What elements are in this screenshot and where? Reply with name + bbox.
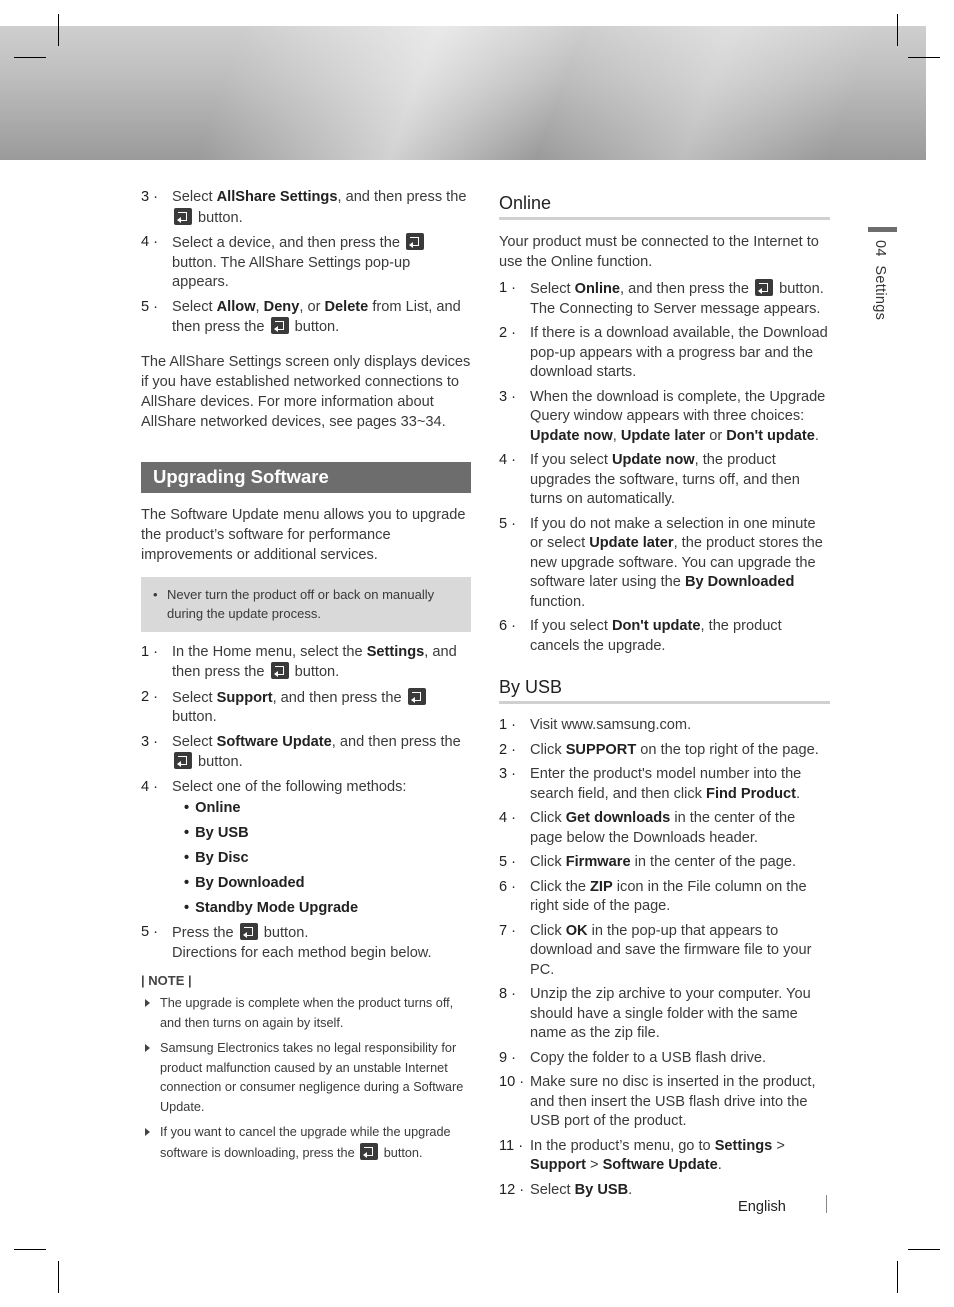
method-label: By USB [195, 825, 249, 841]
bold-term: Update now [611, 452, 695, 468]
step-text: Click Firmware in the center of the page. [530, 854, 797, 870]
bold-term: Support [530, 1157, 586, 1173]
step-text: Copy the folder to a USB flash drive. [530, 1049, 767, 1066]
step-item [141, 298, 471, 338]
enter-button-icon [271, 662, 289, 679]
step-number: 2 · [141, 688, 159, 705]
step-text: Press the button. Directions for each method begin below. [172, 925, 432, 961]
method-list [141, 796, 471, 921]
step-item [141, 688, 471, 728]
bold-term: Update later [589, 535, 674, 551]
step-item [499, 765, 830, 804]
step-item [141, 188, 471, 228]
bold-term: Allow [216, 298, 256, 315]
upgrade-steps [141, 643, 471, 798]
step-number: 5 · [141, 924, 159, 940]
upgrade-step-5 [141, 923, 471, 963]
header-banner [0, 26, 926, 160]
bold-term: Firmware [565, 854, 631, 870]
note-item [141, 1123, 471, 1163]
step-item [141, 643, 471, 683]
method-item [172, 871, 471, 896]
triangle-bullet-icon [145, 1044, 150, 1052]
step-number: 1 · [141, 643, 159, 660]
bold-term: Support [216, 689, 273, 706]
step-number: 4 · [499, 810, 517, 826]
step-number: 1 · [499, 717, 517, 733]
bullet-icon: • [153, 586, 158, 602]
method-label: Online [195, 800, 241, 816]
bold-term: Find Product [706, 785, 797, 802]
crop-mark [14, 57, 46, 58]
step-text: Select one of the following methods: [172, 778, 407, 795]
step-item [499, 324, 830, 383]
enter-button-icon [174, 208, 192, 225]
triangle-bullet-icon [145, 999, 150, 1007]
bold-term: Software Update [602, 1157, 718, 1173]
enter-button-icon [360, 1143, 378, 1160]
bold-term: Delete [324, 298, 369, 315]
step-text: In the Home menu, select the Settings, and then press the button. [172, 643, 457, 680]
step-text: Unzip the zip archive to your computer. You should have a single folder with the same name as the zip file. [530, 986, 811, 1041]
bold-term: Online [574, 281, 621, 297]
step-number: 6 · [499, 878, 517, 895]
step-text: Select AllShare Settings, and then press the button. [172, 189, 467, 226]
crop-mark [908, 1249, 940, 1250]
step-text: If you select Don't update, the product cancels the upgrade. [530, 618, 782, 654]
step-number: 2 · [499, 741, 517, 758]
crop-mark [897, 14, 898, 46]
step-item [141, 923, 471, 963]
step-text: Click Get downloads in the center of the page below the Downloads header. [530, 810, 796, 846]
bullet-icon: • [184, 825, 190, 841]
bold-term: Don't update [611, 618, 701, 634]
step-item [499, 809, 830, 848]
bold-term: Settings [714, 1137, 773, 1154]
usb-steps [499, 716, 830, 1200]
note-heading: | NOTE | [141, 973, 192, 988]
step-text: If you select Update now, the product upgrades the software, turns off, and then turns on automatically. [530, 452, 800, 507]
bold-term: Software Update [216, 733, 332, 750]
step-text: Visit www.samsung.com. [530, 717, 692, 733]
enter-button-icon [240, 923, 258, 940]
bold-term: By USB [574, 1181, 629, 1198]
bullet-icon: • [184, 875, 190, 891]
note-item [141, 1039, 471, 1117]
bold-term: ZIP [590, 878, 613, 895]
step-number: 9 · [499, 1049, 517, 1066]
enter-button-icon [408, 688, 426, 705]
step-number: 8 · [499, 986, 517, 1002]
step-text: When the download is complete, the Upgrade Query window appears with three choices: Update now, Update later or Don't update. [530, 388, 826, 444]
step-number: 3 · [499, 766, 517, 782]
online-steps [499, 279, 830, 656]
chapter-title: Settings [872, 265, 888, 321]
bullet-icon: • [184, 900, 190, 916]
note-list [141, 994, 471, 1163]
step-item [499, 388, 830, 447]
method-label: Standby Mode Upgrade [195, 900, 359, 916]
right-column [499, 193, 830, 1205]
step-number: 5 · [141, 298, 159, 315]
chapter-tab [872, 240, 888, 320]
note-item [141, 994, 471, 1033]
step-item [499, 1049, 830, 1069]
bold-term: Don't update [726, 427, 815, 444]
caution-box [141, 577, 471, 632]
online-heading: Online [499, 193, 830, 220]
method-item [172, 821, 471, 846]
step-number: 3 · [141, 733, 159, 750]
step-number: 3 · [499, 388, 517, 405]
bold-term: SUPPORT [565, 741, 637, 758]
crop-mark [897, 1261, 898, 1293]
step-item [141, 778, 471, 798]
step-text: Click the ZIP icon in the File column on the right side of the page. [530, 878, 807, 914]
step-text: Enter the product's model number into the search field, and then click Find Product. [530, 766, 802, 802]
crop-mark [908, 57, 940, 58]
allshare-note: The AllShare Settings screen only displays devices if you have established networked connections to AllShare devices. For more information about AllShare networked devices, see pages 33~34. [141, 353, 471, 430]
chapter-number: 04 [872, 240, 888, 257]
step-item [499, 922, 830, 981]
bold-term: Get downloads [565, 810, 671, 826]
step-number: 10 · [499, 1074, 525, 1090]
step-item [499, 451, 830, 510]
method-label: By Downloaded [195, 875, 305, 891]
method-item [172, 846, 471, 871]
note-text: Samsung Electronics takes no legal responsibility for product malfunction caused by an unstable Internet connection or consumer negligence during a Software Update. [160, 1041, 464, 1114]
caution-text: Never turn the product off or back on manually during the update process. [167, 586, 435, 621]
step-item [499, 878, 830, 917]
step-text: Make sure no disc is inserted in the product, and then insert the USB flash drive into the USB port of the product. [530, 1074, 816, 1129]
step-item [499, 716, 830, 736]
step-item [499, 853, 830, 873]
step-number: 3 · [141, 189, 159, 205]
step-item [499, 1073, 830, 1132]
triangle-bullet-icon [145, 1128, 150, 1136]
footer-divider [826, 1195, 827, 1213]
step-number: 4 · [141, 234, 159, 250]
step-text: Select Allow, Deny, or Delete from List, and then press the button. [172, 298, 461, 335]
method-item [172, 796, 471, 821]
note-text: If you want to cancel the upgrade while the upgrade software is downloading, press the button. [160, 1125, 451, 1160]
bold-term: By Downloaded [684, 574, 795, 590]
step-text: If there is a download available, the Download pop-up appears with a progress bar and the download starts. [530, 325, 828, 380]
step-item [499, 617, 830, 656]
step-item [499, 515, 830, 613]
step-text: Select Online, and then press the button. The Connecting to Server message appears. [530, 281, 824, 317]
step-number: 2 · [499, 325, 517, 341]
enter-button-icon [406, 233, 424, 250]
method-item [172, 896, 471, 921]
note-text: The upgrade is complete when the product turns off, and then turns on again by itself. [160, 996, 454, 1030]
step-number: 4 · [141, 778, 159, 795]
step-item [499, 1137, 830, 1176]
bold-term: AllShare Settings [216, 189, 338, 205]
online-intro: Your product must be connected to the Internet to use the Online function. [499, 234, 819, 270]
crop-mark [58, 1261, 59, 1293]
step-item [499, 985, 830, 1044]
step-number: 7 · [499, 922, 517, 939]
step-number: 4 · [499, 452, 517, 468]
step-item [499, 279, 830, 319]
enter-button-icon [755, 279, 773, 296]
step-text: Click OK in the pop-up that appears to download and save the firmware file to your PC. [530, 922, 812, 978]
step-item [499, 1181, 830, 1201]
step-item [499, 741, 830, 761]
step-number: 5 · [499, 854, 517, 870]
step-text: In the product’s menu, go to Settings > Support > Software Update. [530, 1137, 785, 1173]
step-text: Click SUPPORT on the top right of the page. [530, 741, 819, 758]
crop-mark [58, 14, 59, 46]
step-number: 6 · [499, 618, 517, 634]
step-text: Select Software Update, and then press the button. [172, 733, 461, 770]
section-title: Upgrading Software [141, 462, 471, 493]
step-text: Select By USB. [530, 1181, 633, 1198]
bold-term: Deny [263, 298, 300, 315]
step-text: Select a device, and then press the button. The AllShare Settings pop-up appears. [172, 233, 471, 293]
crop-mark [14, 1249, 46, 1250]
step-text: If you do not make a selection in one minute or select Update later, the product stores the new upgrade software. You can upgrade the software later using the By Downloaded function. [530, 515, 823, 610]
step-item [141, 733, 471, 773]
footer-language: English [738, 1199, 786, 1215]
chapter-tab-bar [868, 227, 897, 232]
bold-term: Settings [366, 643, 425, 660]
bold-term: Update now [530, 427, 613, 444]
step-number: 5 · [499, 515, 517, 532]
step-number: 11 · [499, 1137, 524, 1154]
step-number: 1 · [499, 280, 517, 296]
step-number: 12 · [499, 1181, 525, 1198]
enter-button-icon [174, 752, 192, 769]
usb-heading: By USB [499, 677, 830, 704]
left-column [141, 188, 471, 1169]
bullet-icon: • [184, 850, 190, 866]
bold-term: Update later [620, 427, 706, 444]
enter-button-icon [271, 317, 289, 334]
step-item [141, 233, 471, 293]
bold-term: OK [565, 922, 588, 939]
section-intro: The Software Update menu allows you to upgrade the product’s software for performance improvements or additional services. [141, 506, 466, 563]
allshare-steps [141, 188, 471, 338]
method-label: By Disc [195, 850, 249, 866]
bullet-icon: • [184, 800, 190, 816]
step-text: Select Support, and then press the button. [172, 688, 471, 728]
